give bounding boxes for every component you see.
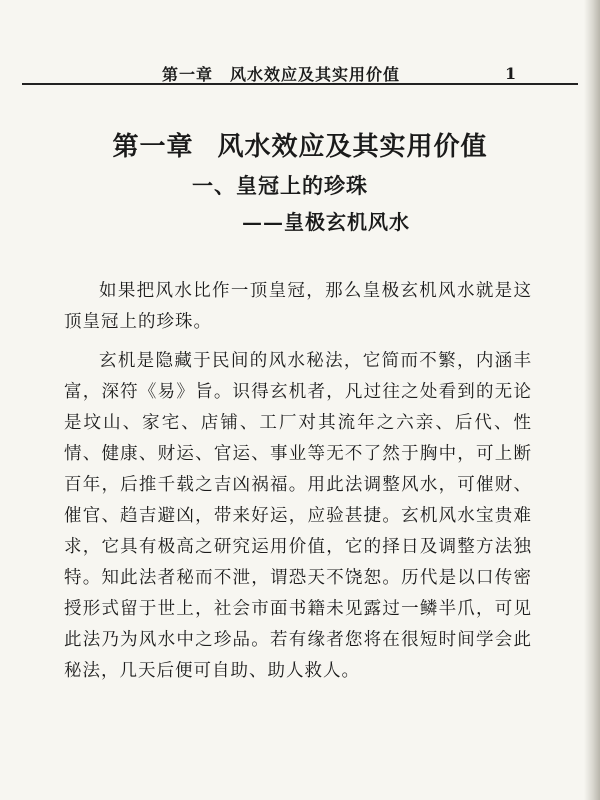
subsection-title: ——皇极玄机风水: [242, 210, 410, 234]
paragraph: 如果把风水比作一顶皇冠，那么皇极玄机风水就是这顶皇冠上的珍珠。: [64, 281, 532, 332]
binding-edge: [584, 0, 600, 800]
page-number: 1: [505, 64, 517, 83]
body-text: [64, 276, 532, 687]
chapter-number: 第一章: [112, 132, 194, 162]
section-title: 一、皇冠上的珍珠: [192, 173, 368, 198]
chapter-heading: [0, 126, 600, 163]
paragraph: 玄机是隐藏于民间的风水秘法，它简而不繁，内涵丰富，深符《易》旨。识得玄机者，凡过往之处看到的无论是坟山、家宅、店铺、工厂对其流年之六亲、后代、性情、健康、财运、官运、事业等无不了然于胸中，可上断百年，后推千载之吉凶祸福。用此法调整风水，可催财、催官、趋吉避凶，带来好运，应验甚捷。玄机风水宝贵难求，它具有极高之研究运用价值，它的择日及调整方法独特。知此法者秘而不泄，谓恐天不饶恕。历代是以口传密授形式留于世上，社会市面书籍未见露过一鳞半爪，可见此法乃为风水中之珍品。若有缘者您将在很短时间学会此秘法，几天后便可自助、助人救人。: [64, 351, 532, 681]
header-rule: [22, 83, 578, 85]
chapter-title: 风水效应及其实用价值: [217, 132, 488, 162]
running-title: 第一章 风水效应及其实用价值: [162, 65, 401, 84]
